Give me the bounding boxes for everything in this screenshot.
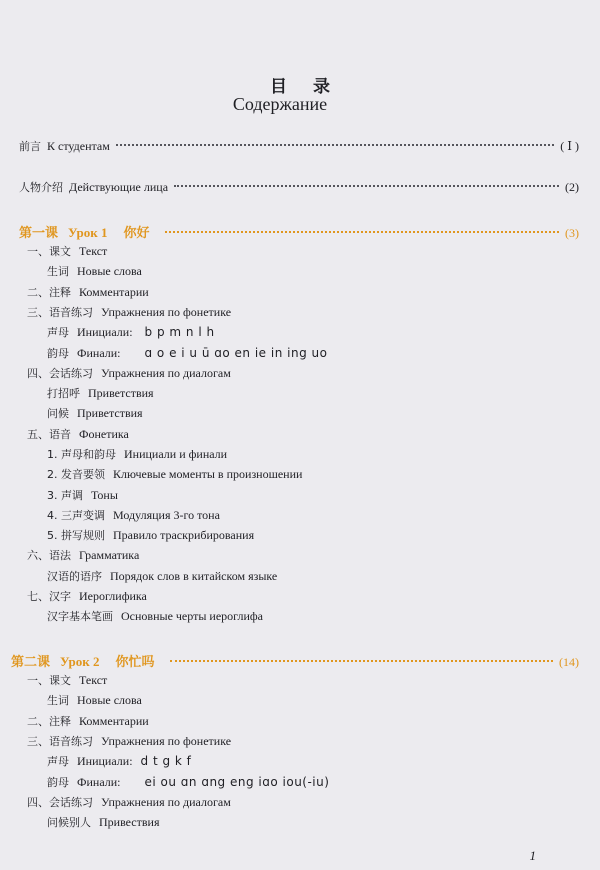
entry-cn: 三、语音练习	[27, 306, 93, 319]
entry-ru: Приветствия	[77, 406, 143, 420]
entry-ru: Комментарии	[79, 714, 149, 728]
entry-ru: Инициали:	[77, 754, 133, 768]
entry-cn: 韵母	[47, 776, 69, 789]
phonetics: b p m n l h	[144, 325, 215, 339]
lesson-page: (14)	[559, 655, 579, 669]
entry-cn: 声母	[47, 326, 69, 339]
entry-ru: Упражнения по фонетике	[101, 305, 232, 319]
entry-cn: 四、会话练习	[27, 796, 93, 809]
entry-ru: Упражнения по фонетике	[101, 734, 232, 748]
page-title-russian: Содержание	[232, 94, 328, 114]
list-item[interactable]	[47, 527, 254, 543]
list-item[interactable]	[47, 507, 220, 523]
phonetics: ei ou ɑn ɑng eng iɑo iou(-iu)	[144, 775, 330, 789]
list-item[interactable]	[27, 588, 147, 604]
entry-page: (2)	[565, 180, 579, 194]
dot-leader	[170, 660, 553, 662]
entry-cn: 3. 声调	[47, 489, 83, 502]
entry-cn: 一、课文	[27, 245, 71, 258]
list-item[interactable]	[27, 547, 139, 563]
entry-cn: 三、语音练习	[27, 735, 93, 748]
entry-cn: 生词	[47, 265, 69, 278]
entry-ru: Упражнения по диалогам	[101, 366, 231, 380]
lesson-number-ru: Урок 2	[60, 654, 100, 669]
list-item[interactable]	[27, 365, 231, 381]
entry-cn: 韵母	[47, 347, 69, 360]
entry-ru: Упражнения по диалогам	[101, 795, 231, 809]
entry-ru: Инициали:	[77, 325, 133, 339]
entry-ru: Финали:	[77, 775, 121, 789]
entry-ru: Модуляция 3-го тона	[113, 508, 220, 522]
toc-entry-characters[interactable]	[19, 179, 579, 197]
list-item[interactable]	[47, 263, 142, 279]
entry-cn: 四、会话练习	[27, 367, 93, 380]
lesson-number-cn: 第二课	[11, 655, 51, 670]
list-item[interactable]	[47, 487, 118, 503]
entry-page: ( Ⅰ )	[560, 139, 579, 153]
entry-cn: 前言	[19, 140, 41, 153]
entry-cn: 人物介绍	[19, 181, 63, 194]
list-item[interactable]	[27, 672, 107, 688]
lesson-number-cn: 第一课	[19, 226, 59, 241]
entry-ru: Комментарии	[79, 285, 149, 299]
list-item[interactable]	[27, 794, 231, 810]
list-item[interactable]	[27, 713, 149, 729]
entry-cn: 五、语音	[27, 428, 71, 441]
lesson-number-ru: Урок 1	[68, 225, 108, 240]
entry-cn: 六、语法	[27, 549, 71, 562]
list-item[interactable]	[47, 405, 143, 421]
dot-leader	[165, 231, 559, 233]
entry-cn: 问候	[47, 407, 69, 420]
entry-ru: Новые слова	[77, 264, 142, 278]
toc-lesson-1[interactable]	[19, 222, 579, 240]
entry-cn: 问候别人	[47, 816, 91, 829]
list-item[interactable]	[27, 733, 231, 749]
entry-cn: 1. 声母和韵母	[47, 448, 116, 461]
list-item[interactable]	[47, 753, 191, 769]
list-item[interactable]	[47, 324, 215, 340]
entry-cn: 七、汉字	[27, 590, 71, 603]
toc-entry-preface[interactable]	[19, 138, 579, 156]
entry-cn: 汉字基本笔画	[47, 610, 113, 623]
entry-cn: 汉语的语序	[47, 570, 102, 583]
list-item[interactable]	[27, 304, 231, 320]
entry-ru: Привествия	[99, 815, 160, 829]
entry-ru: Правило траскрибирования	[113, 528, 255, 542]
entry-cn: 一、课文	[27, 674, 71, 687]
entry-cn: 2. 发音要领	[47, 468, 105, 481]
list-item[interactable]	[47, 608, 263, 624]
toc-lesson-2[interactable]	[11, 651, 579, 669]
entry-ru: Текст	[79, 673, 108, 687]
dot-leader	[174, 185, 559, 187]
phonetics: d t g k f	[140, 754, 192, 768]
entry-ru: Тоны	[91, 488, 118, 502]
entry-ru: Основные черты иероглифа	[121, 609, 263, 623]
lesson-page: (3)	[565, 226, 579, 240]
entry-cn: 打招呼	[47, 387, 80, 400]
list-item[interactable]	[47, 385, 154, 401]
entry-ru: Новые слова	[77, 693, 142, 707]
list-item[interactable]	[27, 243, 107, 259]
list-item[interactable]	[47, 446, 227, 462]
entry-cn: 声母	[47, 755, 69, 768]
entry-cn: 4. 三声变调	[47, 509, 105, 522]
entry-ru: Действующие лица	[69, 180, 169, 194]
list-item[interactable]	[47, 814, 160, 830]
list-item[interactable]	[27, 426, 129, 442]
entry-ru: Инициали и финали	[124, 447, 228, 461]
entry-cn: 生词	[47, 694, 69, 707]
list-item[interactable]	[47, 568, 277, 584]
phonetics: ɑ o e i u ū ɑo en ie in ing uo	[144, 346, 328, 360]
entry-ru: К студентам	[47, 139, 110, 153]
entry-ru: Фонетика	[79, 427, 129, 441]
lesson-name: 你好	[123, 226, 150, 241]
entry-ru: Ключевые моменты в произношении	[113, 467, 303, 481]
entry-ru: Порядок слов в китайском языке	[110, 569, 278, 583]
dot-leader	[116, 144, 554, 146]
list-item[interactable]	[27, 284, 149, 300]
list-item[interactable]	[47, 345, 327, 361]
entry-ru: Текст	[79, 244, 108, 258]
page-number: 1	[529, 848, 536, 863]
entry-ru: Приветствия	[88, 386, 154, 400]
entry-ru: Финали:	[77, 346, 121, 360]
entry-cn: 二、注释	[27, 715, 71, 728]
entry-ru: Грамматика	[79, 548, 140, 562]
list-item[interactable]	[47, 692, 142, 708]
entry-cn: 二、注释	[27, 286, 71, 299]
entry-cn: 5. 拼写规则	[47, 529, 105, 542]
lesson-name: 你忙吗	[115, 655, 155, 670]
page-title-chinese: 目录	[270, 77, 356, 97]
list-item[interactable]	[47, 774, 329, 790]
list-item[interactable]	[47, 466, 302, 482]
entry-ru: Иероглифика	[79, 589, 147, 603]
